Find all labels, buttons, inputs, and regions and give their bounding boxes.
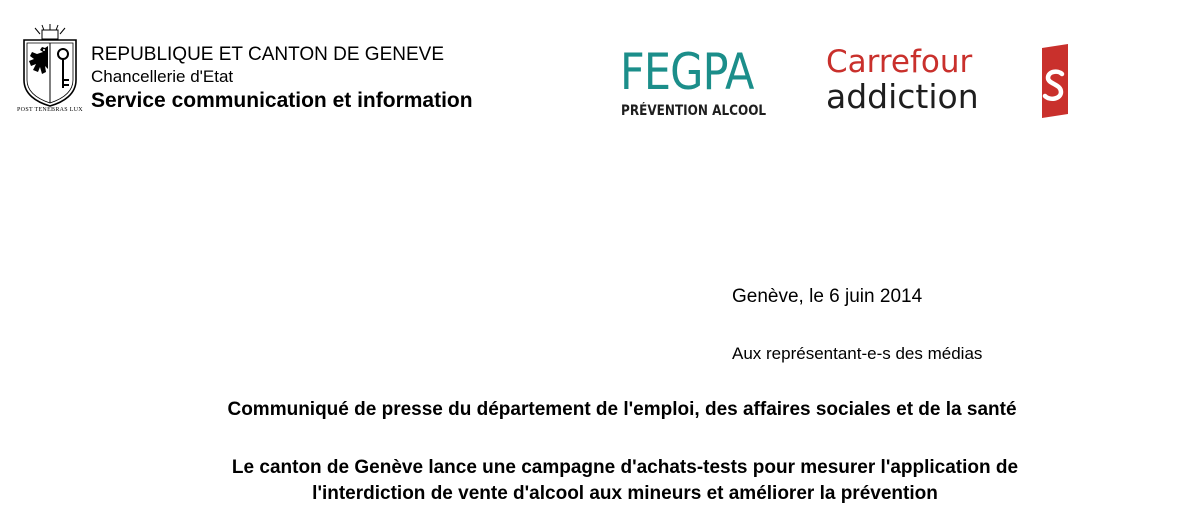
press-release-heading: Communiqué de presse du département de l'emploi, des affaires sociales et de la santé — [227, 399, 1017, 420]
letter-date: Genève, le 6 juin 2014 — [732, 286, 923, 307]
headline-line-1: Le canton de Genève lance une campagne d'achats-tests pour mesurer l'application de — [231, 457, 1019, 478]
letter-recipients: Aux représentant-e-s des médias — [732, 344, 983, 363]
republic-title: REPUBLIQUE ET CANTON DE GENEVE — [91, 44, 444, 65]
fegpa-tagline: PRÉVENTION ALCOOL — [621, 103, 767, 119]
fegpa-wordmark: FEGPA — [620, 43, 754, 101]
carrefour-wordmark: Carrefour — [826, 44, 973, 80]
press-release-headline — [0, 455, 1196, 507]
carrefour-addictions-logo — [826, 44, 1076, 124]
fegpa-logo — [620, 44, 780, 124]
chancellery-name: Chancellerie d'Etat — [91, 67, 234, 86]
service-name: Service communication et information — [91, 89, 473, 112]
headline-line-2: l'interdiction de vente d'alcool aux mineurs et améliorer la prévention — [312, 483, 938, 504]
addiction-wordmark: addiction — [826, 77, 979, 116]
carrefour-addictions-s-icon — [1034, 44, 1068, 118]
organization-header — [91, 44, 473, 114]
geneva-coat-of-arms-icon — [18, 22, 82, 114]
crest-motto: POST TENEBRAS LUX — [17, 107, 83, 113]
